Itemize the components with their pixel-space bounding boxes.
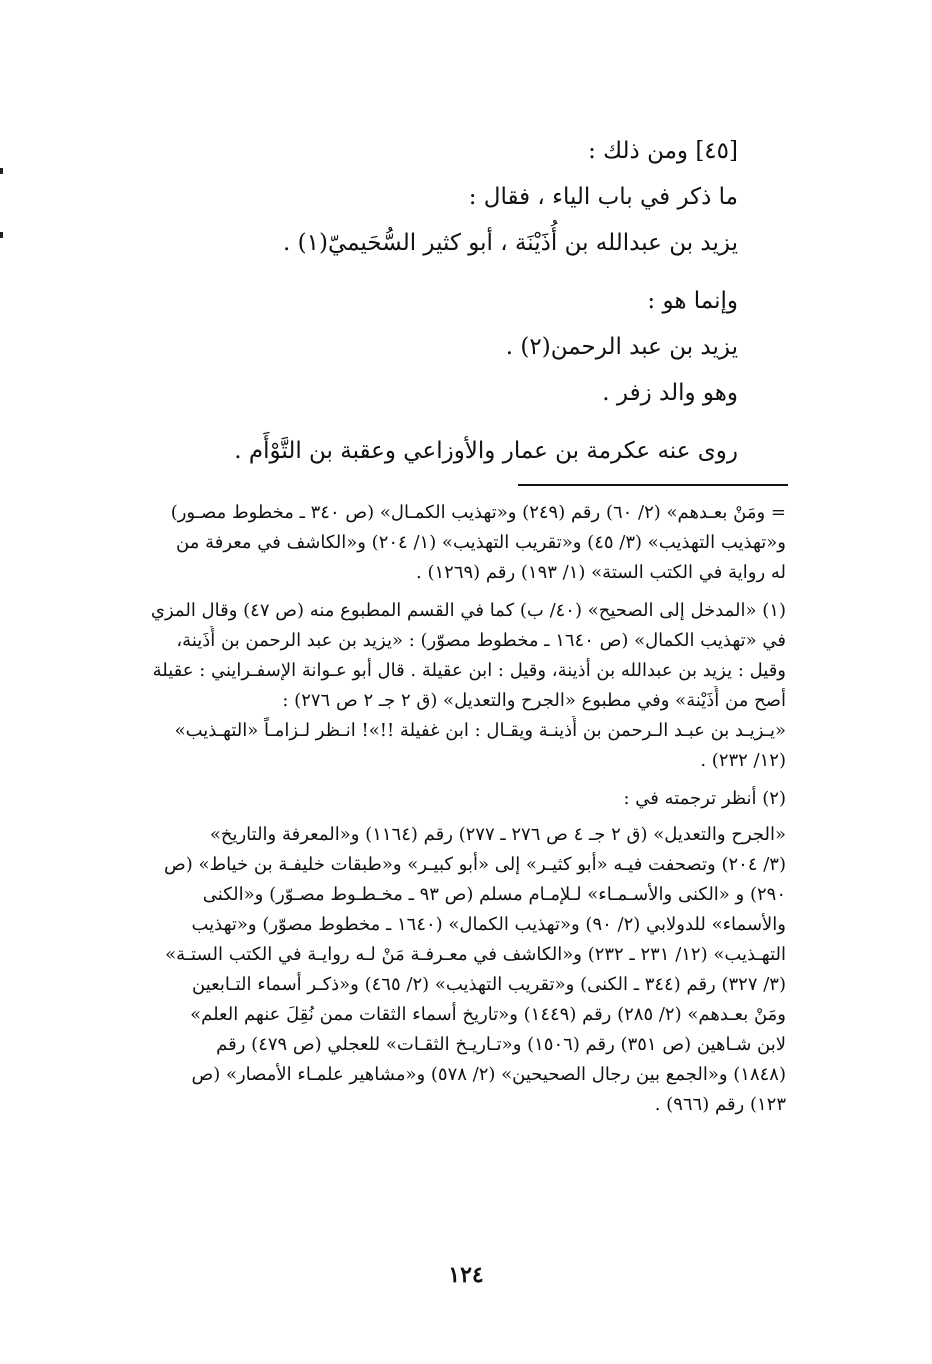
footnote-line: (٢) أنظر ترجمته في : — [623, 788, 786, 809]
scan-edge-mark — [0, 168, 3, 174]
text-line: وهو والد زفر . — [602, 380, 738, 406]
footnote-separator — [518, 484, 788, 486]
footnote-line: «الجرح والتعديل» (ق ٢ جـ ٤ ص ٢٧٦ ـ ٢٧٧) رقم (١١٦٤) و«المعرفة والتاريخ» — [209, 824, 786, 845]
footnote-line: في «تهذيب الكمال» (ص ١٦٤٠ ـ مخطوط مصوّر) : «يزيد بن عبد الرحمن بن أُذَينة، — [176, 630, 786, 651]
main-text — [178, 128, 738, 474]
footnote-line: أصح من أُذَيْنة» وفي مطبوع «الجرح والتعديل» (ق ٢ جـ ٢ ص ٢٧٦) : — [282, 690, 786, 711]
footnote-line: لابن شـاهين (ص ٣٥١) رقم (١٥٠٦) و«تـاريـخ الثقـات» للعجلي (ص ٤٧٩) رقم — [216, 1034, 786, 1055]
footnotes — [86, 498, 786, 1120]
scan-edge-mark — [0, 232, 3, 238]
footnote-line: ١٢٣) رقم (٩٦٦) . — [654, 1094, 786, 1115]
footnote-line: ٢٩٠) و «الكنى والأسـمـاء» لـلإمـام مسلم (ص ٩٣ ـ مخـطـوط مصـوّر) و«الكنى — [202, 884, 786, 905]
text-line: يزيد بن عبد الرحمن(٢) . — [505, 334, 738, 360]
footnote-line: له رواية في الكتب الستة» (١/ ١٩٣) رقم (١٢٦٩) . — [416, 562, 786, 583]
footnote-line: والأسماء» للدولابي (٢/ ٩٠) و«تهذيب الكمال» (١٦٤٠ ـ مخطوط مصوّر) و«تهذيب — [191, 914, 786, 935]
text-line: ما ذكر في باب الياء ، فقال : — [468, 184, 738, 210]
text-line: يزيد بن عبدالله بن أُذَيْنَة ، أبو كثير السُّحَيميّ(١) . — [283, 230, 738, 256]
footnote-line: (١٨٤٨) و«الجمع بين رجال الصحيحين» (٢/ ٥٧٨) و«مشاهير علمـاء الأمصار» (ص — [191, 1064, 786, 1085]
footnote-line: = ومَنْ بعـدهم» (٢/ ٦٠) رقم (٢٤٩) و«تهذيب الكمـال» (ص ٣٤٠ ـ مخطوط مصـور) — [170, 502, 786, 523]
footnote-line: (١٢/ ٢٣٢) . — [700, 750, 786, 771]
footnote-line: ومَنْ بعـدهم» (٢/ ٢٨٥) رقم (١٤٤٩) و«تاريخ أسماء الثقات ممن نُقِلَ عنهم العلم» — [190, 1004, 786, 1025]
footnote-line: وقيل : يزيد بن عبدالله بن أذينة، وقيل : ابن عقيلة . قال أبو عـوانة الإسفـرايني : عقيلة — [152, 660, 786, 681]
footnote-line: (٣/ ٣٢٧) رقم (٣٤٤ ـ الكنى) و«تقريب التهذيب» (٢/ ٤٦٥) و«ذكـر أسماء التـابعين — [192, 974, 786, 995]
footnote-line: (١) «المدخل إلى الصحيح» (٤٠/ ب) كما في القسم المطبوع منه (ص ٤٧) وقال المزي — [150, 600, 786, 621]
footnote-line: التهـذيب» (١٢/ ٢٣١ ـ ٢٣٢) و«الكاشف في معـرفـة مَنْ لـه روايـة في الكتب الستـة» — [165, 944, 786, 965]
page-number: ١٢٤ — [448, 1262, 484, 1288]
text-line: وإنما هو : — [647, 288, 738, 314]
text-line: روى عنه عكرمة بن عمار والأوزاعي وعقبة بن التَّوْأَم . — [234, 438, 738, 464]
footnote-line: «يـزيـد بن عبـد الـرحمن بن أُذينـة ويقـال : ابن غفيلة !!»! انـظر لـزامـاً «التهـذيب» — [174, 720, 786, 741]
footnote-line: (٣/ ٢٠٤) وتصحفت فيـه «أبو كثيـر» إلى «أبو كبيـر» و«طبقات خليفـة بن خياط» (ص — [163, 854, 786, 875]
entry-heading: [٤٥] ومن ذلك : — [588, 138, 738, 164]
footnote-line: و«تهذيب التهذيب» (٣/ ٤٥) و«تقريب التهذيب» (١/ ٢٠٤) و«الكاشف في معرفة من — [176, 532, 786, 553]
